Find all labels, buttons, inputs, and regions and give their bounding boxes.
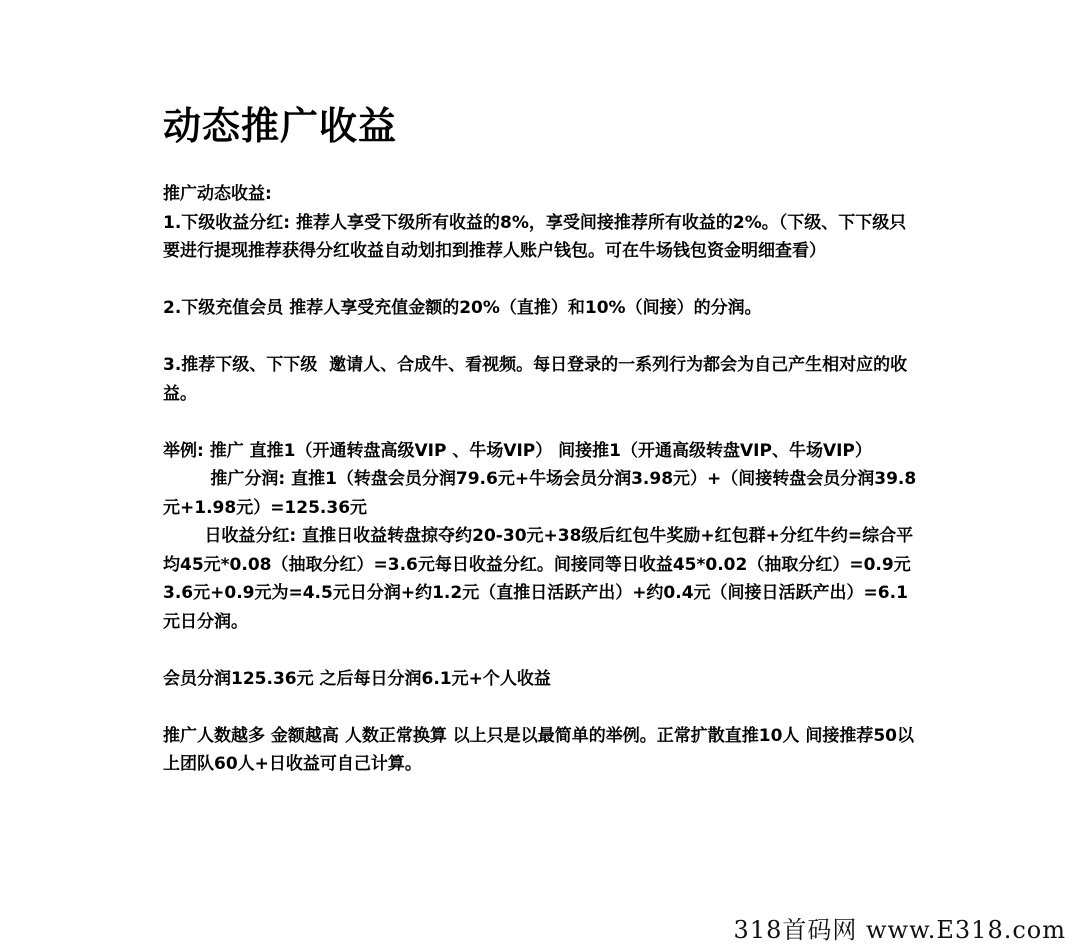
- paragraph-recommend-activities: 3.推荐下级、下下级 邀请人、合成牛、看视频。每日登录的一系列行为都会为自己产生相对应的收益。: [163, 355, 908, 404]
- paragraph-spacer: [163, 266, 923, 295]
- document-page: [163, 102, 970, 779]
- section-heading: 推广动态收益:: [163, 184, 272, 204]
- page-title: 动态推广收益: [163, 104, 398, 148]
- paragraph-spacer: [163, 636, 923, 665]
- paragraph-spacer: [163, 693, 923, 722]
- paragraph-example-line3: 日收益分红: 直推日收益转盘掠夺约20-30元+38级后红包牛奖励+红包群+分红牛约=综合平均45元*0.08（抽取分红）=3.6元每日收益分红。间接同等日收益45*0.02（抽取分红）=0.9元 3.6元+0.9元为=4.5元日分润+约1.2元（直推日活跃产出）+约0.4元（间接日活跃产出）=6.1元日分润。: [163, 526, 970, 632]
- paragraph-example-line2: 推广分润: 直推1（转盘会员分润79.6元+牛场会员分润3.98元）+（间接转盘会员分润39.8元+1.98元）=125.36元: [163, 469, 917, 518]
- paragraph-example-line1: 举例: 推广 直推1（开通转盘高级VIP 、牛场VIP） 间接推1（开通高级转盘VIP、牛场VIP）: [163, 440, 872, 461]
- document-body: [163, 180, 970, 779]
- paragraph-member-recharge: 2.下级充值会员 推荐人享受充值金额的20%（直推）和10%（间接）的分润。: [163, 298, 762, 318]
- paragraph-member-share-summary: 会员分润125.36元 之后每日分润6.1元+个人收益: [163, 668, 551, 689]
- paragraph-spacer: [163, 408, 923, 437]
- site-watermark: 318首码网 www.E318.com: [733, 916, 1066, 944]
- paragraph-promotion-note: 推广人数越多 金额越高 人数正常换算 以上只是以最简单的举例。正常扩散直推10人 间接推荐50以上团队60人+日收益可自己计算。: [163, 725, 914, 774]
- paragraph-subordinate-dividend: 1.下级收益分红: 推荐人享受下级所有收益的8%，享受间接推荐所有收益的2%。（下级、下下级只要进行提现推荐获得分红收益自动划扣到推荐人账户钱包。可在牛场钱包资金明细查看）: [163, 212, 907, 261]
- paragraph-spacer: [163, 323, 923, 352]
